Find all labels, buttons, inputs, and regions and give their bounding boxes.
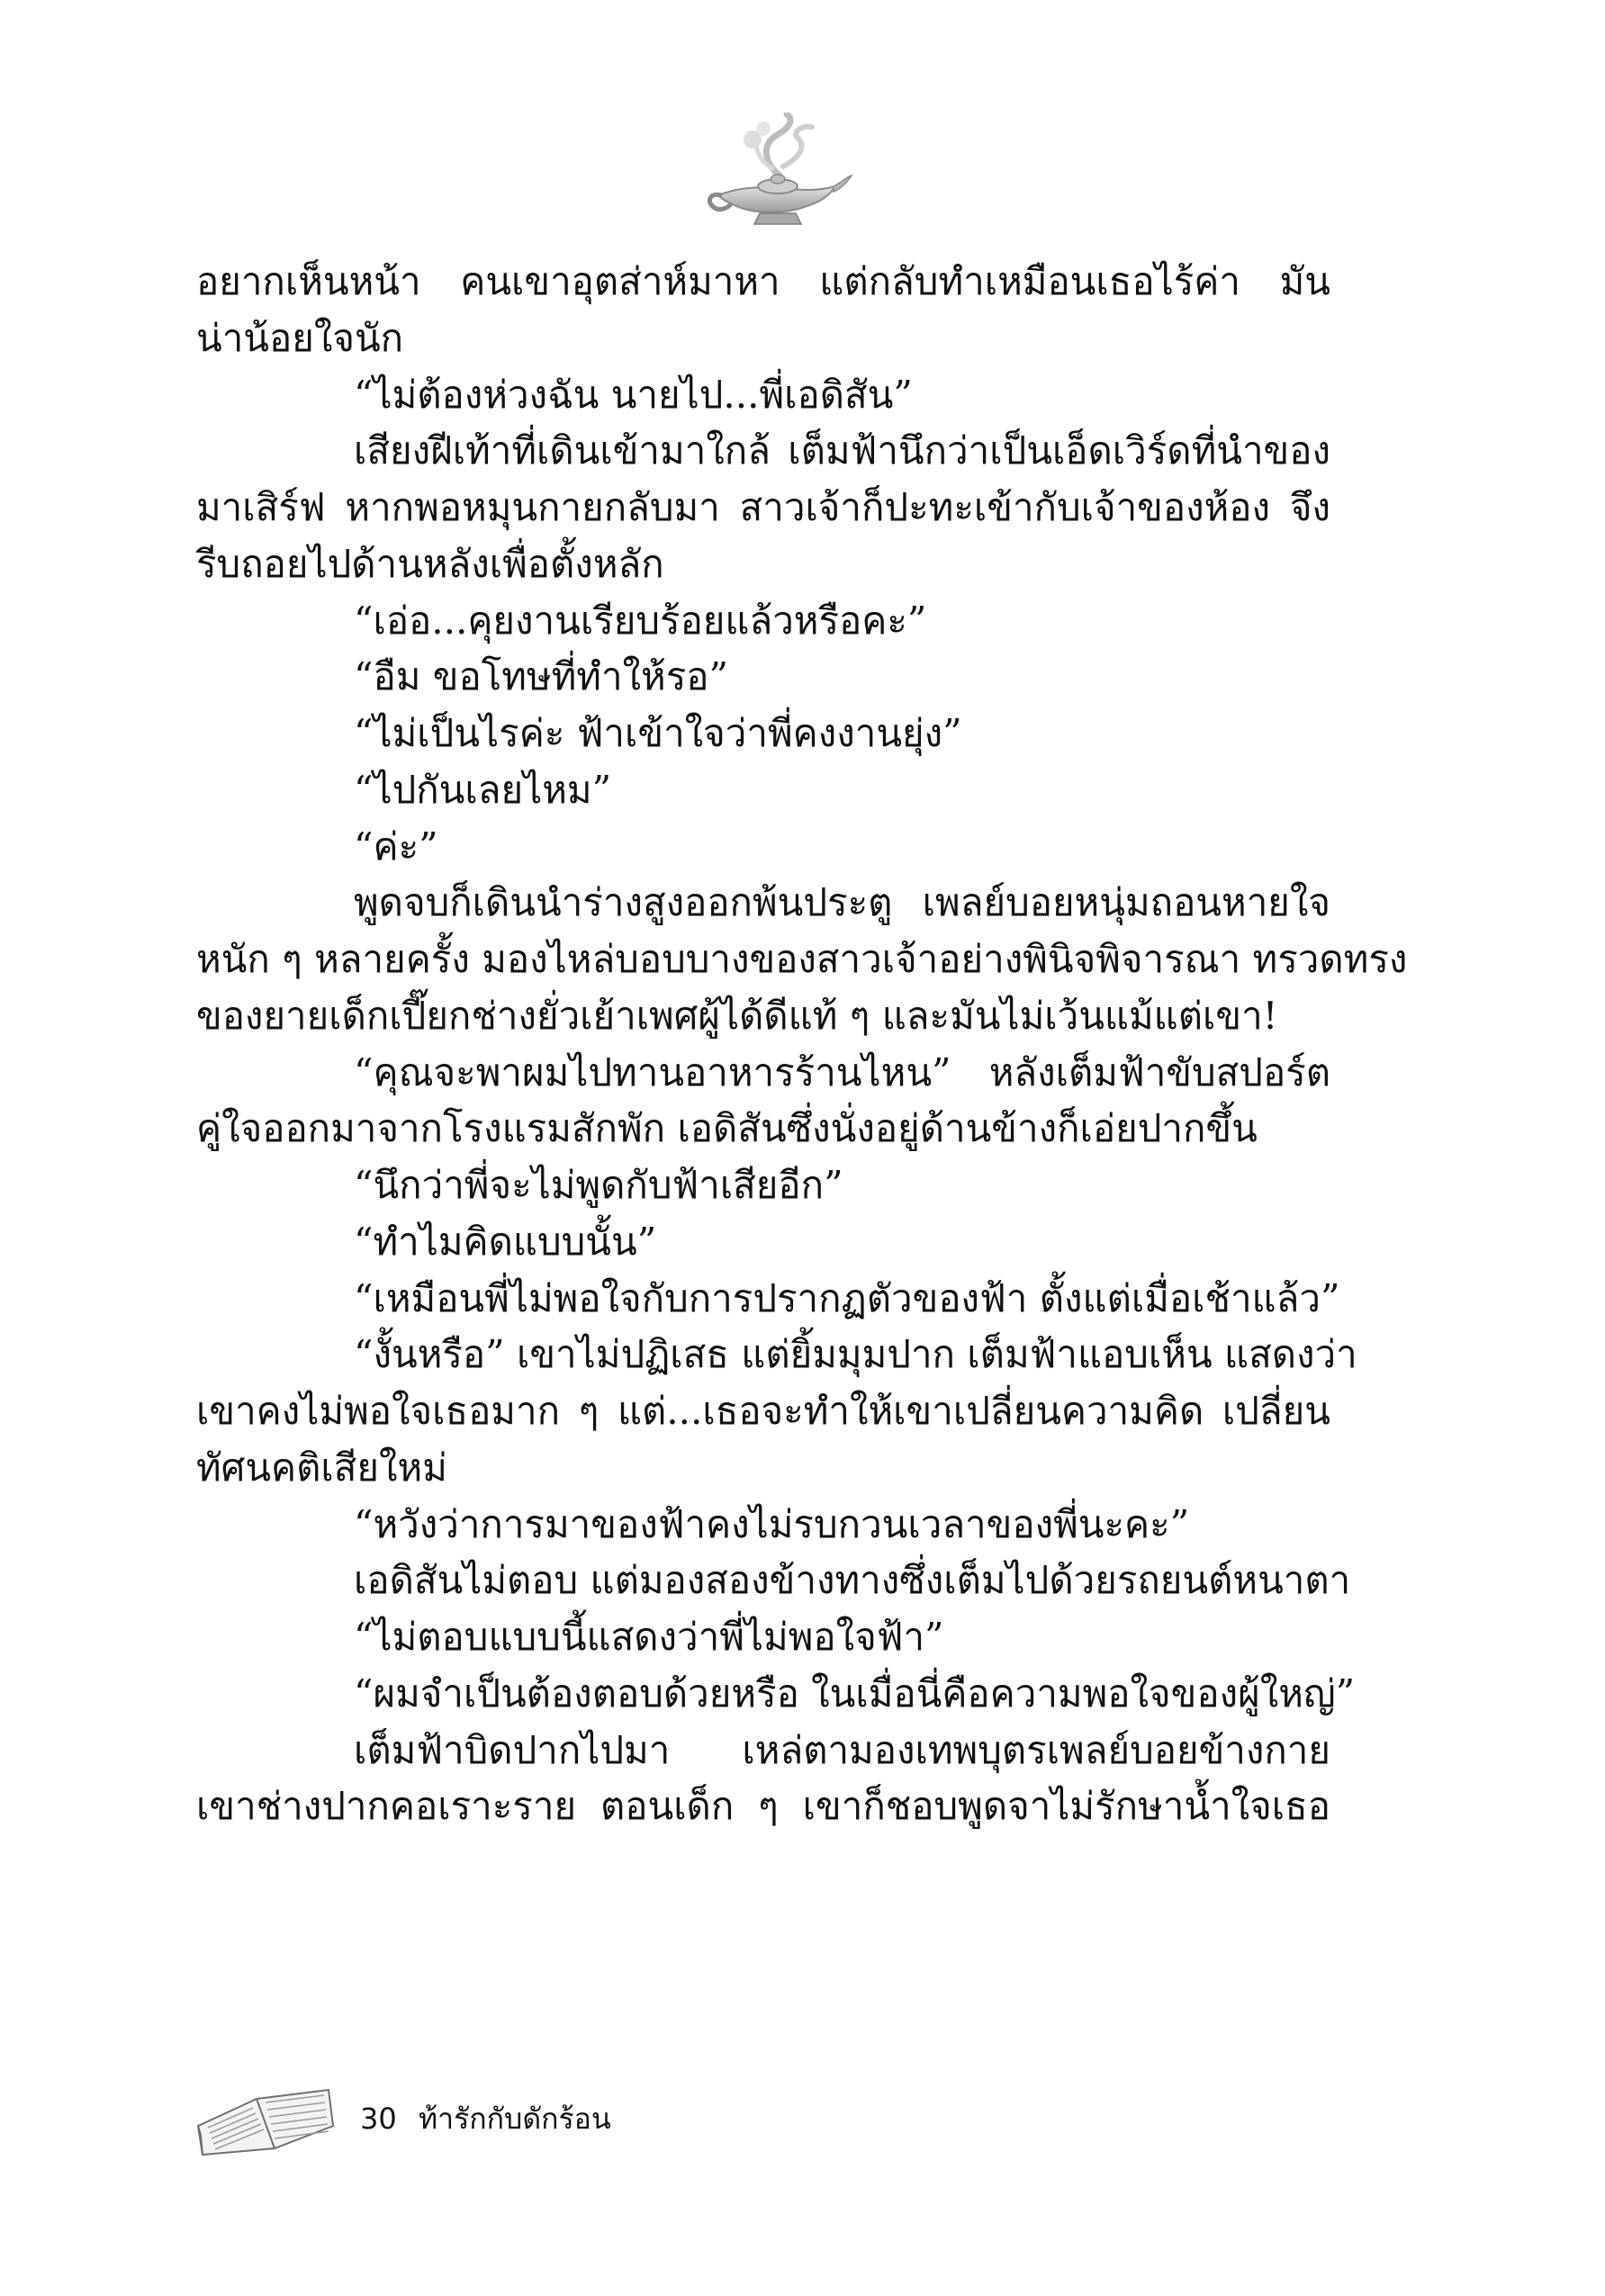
text-line: รีบถอยไปด้านหลังเพื่อตั้งหลัก [196, 541, 664, 586]
text-line: เขาคงไม่พอใจเธอมาก ๆ แต่...เธอจะทำให้เขาเปลี่ยนความคิด เปลี่ยน [196, 1389, 1330, 1433]
text-line: “นึกว่าพี่จะไม่พูดกับฟ้าเสียอีก” [354, 1163, 843, 1207]
text-line: “ค่ะ” [354, 824, 438, 869]
text-line: คู่ใจออกมาจากโรงแรมสักพัก เอดิสันซึ่งนั่งอยู่ด้านข้างก็เอ่ยปากขึ้น [196, 1106, 1258, 1151]
text-line: “งั้นหรือ” เขาไม่ปฏิเสธ แต่ยิ้มมุมปาก เต็มฟ้าแอบเห็น แสดงว่า [354, 1332, 1357, 1377]
page-number: 30 [360, 2102, 397, 2136]
text-line: “เหมือนพี่ไม่พอใจกับการปรากฏตัวของฟ้า ตั้งแต่เมื่อเช้าแล้ว” [354, 1275, 1340, 1320]
open-book-icon [194, 2072, 338, 2162]
text-line: “หวังว่าการมาของฟ้าคงไม่รบกวนเวลาของพี่นะคะ” [354, 1501, 1190, 1546]
text-line: “ไปกันเลยไหม” [354, 767, 612, 812]
text-line: เสียงฝีเท้าที่เดินเข้ามาใกล้ เต็มฟ้านึกว่าเป็นเอ็ดเวิร์ดที่นำของ [354, 428, 1330, 473]
text-line: หนัก ๆ หลายครั้ง มองไหล่บอบบางของสาวเจ้าอย่างพินิจพิจารณา ทรวดทรง [196, 937, 1408, 981]
text-line: เขาช่างปากคอเราะราย ตอนเด็ก ๆ เขาก็ชอบพูดจาไม่รักษาน้ำใจเธอ [196, 1784, 1330, 1829]
text-line: ของยายเด็กเปี๊ยกช่างยั่วเย้าเพศผู้ได้ดีแท้ ๆ และมันไม่เว้นแม้แต่เขา! [196, 993, 1278, 1038]
text-line: “อืม ขอโทษที่ทำให้รอ” [354, 654, 729, 699]
text-line: “ไม่ตอบแบบนี้แสดงว่าพี่ไม่พอใจฟ้า” [354, 1615, 944, 1659]
page-footer [194, 2072, 734, 2171]
text-line: “ทำไมคิดแบบนั้น” [354, 1219, 657, 1264]
magic-lamp-icon [700, 113, 853, 230]
body-text [196, 254, 1408, 1835]
text-line: ทัศนคติเสียใหม่ [196, 1445, 447, 1490]
text-line: อยากเห็นหน้า คนเขาอุตส่าห์มาหา แต่กลับทำเหมือนเธอไร้ค่า มัน [196, 259, 1330, 303]
text-line: เต็มฟ้าบิดปากไปมา เหล่ตามองเทพบุตรเพลย์บอยข้างกาย [354, 1727, 1330, 1772]
text-line: พูดจบก็เดินนำร่างสูงออกพ้นประตู เพลย์บอยหนุ่มถอนหายใจ [354, 880, 1330, 925]
text-line: “ไม่เป็นไรค่ะ ฟ้าเข้าใจว่าพี่คงงานยุ่ง” [354, 711, 962, 755]
text-line: “คุณจะพาผมไปทานอาหารร้านไหน” หลังเต็มฟ้าขับสปอร์ต [354, 1049, 1330, 1094]
text-line: เอดิสันไม่ตอบ แต่มองสองข้างทางซึ่งเต็มไปด้วยรถยนต์หนาตา [354, 1558, 1351, 1603]
text-line: น่าน้อยใจนัก [196, 315, 404, 360]
running-title: ท้ารักกับดักร้อน [419, 2102, 611, 2136]
text-line: มาเสิร์ฟ หากพอหมุนกายกลับมา สาวเจ้าก็ปะทะเข้ากับเจ้าของห้อง จึง [196, 485, 1330, 529]
text-line: “ไม่ต้องห่วงฉัน นายไป...พี่เอดิสัน” [354, 372, 913, 417]
text-line: “ผมจำเป็นต้องตอบด้วยหรือ ในเมื่อนี่คือความพอใจของผู้ใหญ่” [354, 1670, 1356, 1715]
text-line: “เอ่อ...คุยงานเรียบร้อยแล้วหรือคะ” [354, 598, 927, 643]
